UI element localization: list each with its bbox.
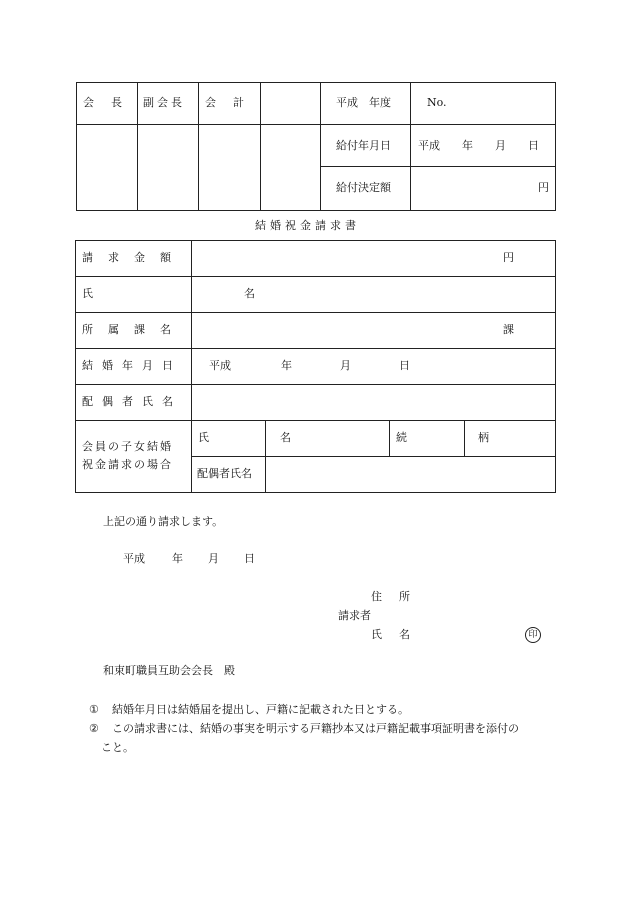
note-2-mark: ② [89,722,99,735]
fiscal-year-label: 平成 年度 [336,96,391,109]
relationship-label: 続 柄 [396,431,519,444]
marriage-date-field[interactable] [193,350,554,383]
amount-field[interactable] [193,242,554,275]
address-label: 住 所 [371,590,413,603]
number-label: No. [427,96,447,109]
request-date-month: 月 [208,552,219,565]
child-spouse-label: 配偶者氏名 [197,467,252,480]
spouse-name-field[interactable] [193,386,554,419]
note-1-text: 結婚年月日は結婚届を提出し、戸籍に記載された日とする。 [112,703,409,716]
request-statement: 上記の通り請求します。 [103,515,224,528]
request-date-year: 年 [172,552,183,565]
seal-mark: 印 [525,627,541,643]
child-case-label-line1: 会員の子女結婚 [82,440,173,453]
department-field[interactable] [193,314,554,347]
president-header: 会 長 [83,96,125,109]
vice-president-header: 副会長 [143,96,185,109]
payment-amount-unit: 円 [538,181,549,194]
requester-label: 請求者 [338,609,371,622]
child-spouse-field[interactable] [267,458,554,491]
child-name-label: 氏 名 [198,431,321,444]
spouse-name-label: 配偶者氏名 [82,395,182,408]
request-date-day: 日 [244,552,255,565]
department-label: 所属課名 [82,323,186,336]
amount-unit: 円 [503,251,514,264]
note-2-continuation: こと。 [101,741,134,754]
note-1-mark: ① [89,703,99,716]
marriage-date-year: 年 [281,359,292,372]
marriage-date-era: 平成 [209,359,231,372]
note-2-text: この請求書には、結婚の事実を明示する戸籍抄本又は戸籍記載事項証明書を添付の [112,722,519,735]
document-title: 結婚祝金請求書 [255,219,360,232]
payment-amount-label: 給付決定額 [336,181,391,194]
child-case-label-line2: 祝金請求の場合 [82,458,173,471]
payment-date-value: 平成 年 月 日 [418,139,539,152]
requester-name-label: 氏 名 [371,628,413,641]
treasurer-header: 会 計 [205,96,247,109]
payment-date-label: 給付年月日 [336,139,391,152]
department-unit: 課 [503,323,514,336]
name-label: 氏 名 [82,287,325,300]
name-field[interactable] [193,278,554,311]
marriage-date-label: 結婚年月日 [82,359,182,372]
request-date-era: 平成 [123,552,145,565]
amount-label: 請求金額 [82,251,186,264]
marriage-date-day: 日 [399,359,410,372]
relationship-field[interactable] [466,422,554,455]
addressee: 和束町職員互助会会長 殿 [103,664,235,677]
child-name-field[interactable] [267,422,388,455]
marriage-date-month: 月 [340,359,351,372]
